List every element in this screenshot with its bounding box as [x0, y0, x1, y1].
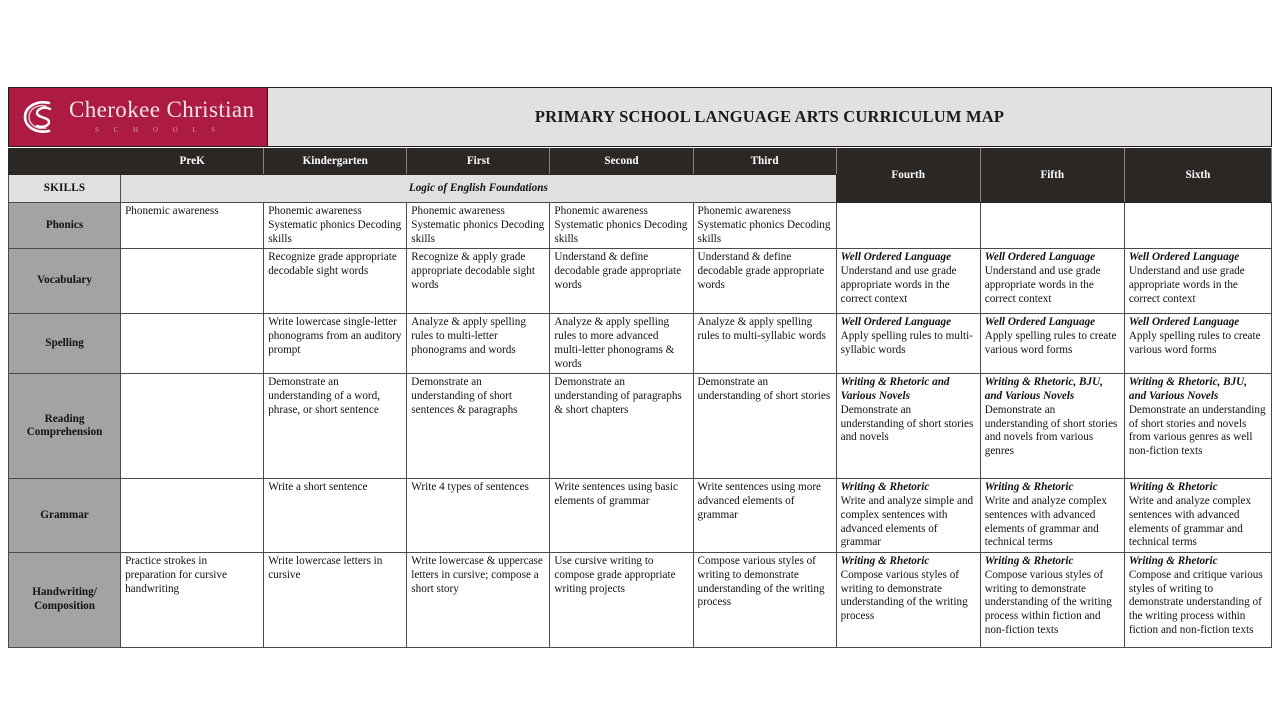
curriculum-program-name: Writing & Rhetoric: [1128, 481, 1218, 494]
curriculum-objective-text: Analyze & apply spelling rules to more advanced multi-letter phonograms & words: [554, 316, 675, 370]
grade-header-fifth: Fifth: [980, 149, 1124, 203]
curriculum-objective-text: Demonstrate an understanding of short stories: [697, 376, 831, 403]
grade-header-prek: PreK: [121, 149, 264, 175]
curriculum-cell: [407, 203, 550, 249]
table-row: [9, 553, 1272, 648]
curriculum-cell: [693, 553, 836, 648]
school-logo-text: [69, 98, 254, 135]
curriculum-objective-text: Write lowercase & uppercase letters in cursive; compose a short story: [411, 555, 543, 595]
curriculum-objective-text: Phonemic awareness Systematic phonics Decoding skills: [411, 205, 545, 245]
curriculum-table-body: [9, 203, 1272, 648]
curriculum-cell: [1124, 314, 1271, 374]
grade-header-row: [9, 149, 1272, 175]
curriculum-map-document: [8, 87, 1272, 648]
skills-column-header: SKILLS: [9, 175, 121, 203]
curriculum-objective-text: Demonstrate an understanding of paragraphs & short chapters: [554, 376, 682, 416]
curriculum-objective-text: Understand and use grade appropriate words in the correct context: [984, 265, 1101, 305]
curriculum-objective-text: Compose various styles of writing to demonstrate understanding of the writing process: [697, 555, 825, 609]
header-corner-cell: [9, 149, 121, 175]
curriculum-cell: [836, 314, 980, 374]
curriculum-objective-text: Write sentences using basic elements of grammar: [554, 481, 678, 508]
curriculum-objective-text: Compose various styles of writing to demonstrate understanding of the writing process within fiction and non-fiction texts: [984, 568, 1112, 637]
curriculum-program-name: Writing & Rhetoric, BJU, and Various Novels: [984, 376, 1103, 403]
curriculum-program-name: Writing & Rhetoric, BJU, and Various Novels: [1128, 376, 1248, 403]
grade-header-fourth: Fourth: [836, 149, 980, 203]
curriculum-objective-text: Write lowercase letters in cursive: [268, 555, 383, 581]
document-banner: [8, 87, 1272, 147]
curriculum-cell: [407, 374, 550, 479]
curriculum-cell: [980, 553, 1124, 648]
school-logo: [9, 88, 267, 146]
curriculum-objective-text: Understand and use grade appropriate words in the correct context: [840, 265, 957, 305]
curriculum-program-name: Writing & Rhetoric: [840, 481, 930, 494]
curriculum-program-name: Writing & Rhetoric: [984, 555, 1074, 568]
curriculum-cell: [550, 479, 693, 553]
curriculum-cell: [121, 479, 264, 553]
curriculum-cell: [693, 374, 836, 479]
curriculum-objective-text: Write and analyze simple and complex sentences with advanced elements of grammar: [840, 495, 974, 549]
curriculum-program-name: Well Ordered Language: [984, 316, 1096, 329]
curriculum-cell: [980, 314, 1124, 374]
curriculum-cell: [264, 203, 407, 249]
curriculum-program-name: Well Ordered Language: [840, 251, 952, 264]
curriculum-objective-text: Apply spelling rules to create various word forms: [984, 330, 1117, 356]
curriculum-objective-text: Demonstrate an understanding of a word, phrase, or short sentence: [268, 376, 381, 416]
curriculum-cell: [121, 374, 264, 479]
curriculum-cell: [121, 314, 264, 374]
curriculum-objective-text: Write a short sentence: [268, 481, 368, 494]
curriculum-cell: [407, 479, 550, 553]
curriculum-cell: [836, 553, 980, 648]
curriculum-table: [8, 148, 1272, 648]
curriculum-objective-text: Demonstrate an understanding of short sentences & paragraphs: [411, 376, 518, 416]
curriculum-cell: [407, 249, 550, 314]
curriculum-objective-text: Write 4 types of sentences: [411, 481, 529, 494]
curriculum-objective-text: Write sentences using more advanced elements of grammar: [697, 481, 822, 521]
curriculum-program-name: Well Ordered Language: [840, 316, 952, 329]
curriculum-cell: [264, 314, 407, 374]
page-title: PRIMARY SCHOOL LANGUAGE ARTS CURRICULUM MAP: [534, 107, 1005, 126]
curriculum-objective-text: Practice strokes in preparation for cursive handwriting: [125, 555, 227, 595]
skill-row-label: Phonics: [9, 203, 121, 249]
curriculum-cell: [264, 249, 407, 314]
curriculum-objective-text: Write lowercase single-letter phonograms from an auditory prompt: [268, 316, 402, 356]
table-row: [9, 314, 1272, 374]
curriculum-cell: [264, 374, 407, 479]
grade-header-first: First: [407, 149, 550, 175]
curriculum-cell: [836, 374, 980, 479]
grade-header-third: Third: [693, 149, 836, 175]
curriculum-cell: [550, 203, 693, 249]
curriculum-objective-text: Recognize grade appropriate decodable sight words: [268, 251, 397, 278]
curriculum-objective-text: Phonemic awareness: [125, 205, 219, 217]
curriculum-objective-text: Understand & define decodable grade appropriate words: [554, 251, 682, 291]
skill-row-label: Spelling: [9, 314, 121, 374]
curriculum-cell: [836, 249, 980, 314]
curriculum-program-name: Writing & Rhetoric: [840, 555, 930, 568]
curriculum-cell: [407, 553, 550, 648]
table-row: [9, 249, 1272, 314]
curriculum-cell: [264, 479, 407, 553]
curriculum-cell: [1124, 249, 1271, 314]
curriculum-program-name: Well Ordered Language: [1128, 316, 1240, 329]
curriculum-cell: [693, 203, 836, 249]
grade-header-kindergarten: Kindergarten: [264, 149, 407, 175]
curriculum-objective-text: Apply spelling rules to create various word forms: [1128, 330, 1261, 356]
curriculum-cell: [980, 249, 1124, 314]
curriculum-cell: [550, 374, 693, 479]
curriculum-objective-text: Understand and use grade appropriate words in the correct context: [1128, 265, 1245, 305]
curriculum-cell: [980, 203, 1124, 249]
curriculum-cell: [693, 249, 836, 314]
curriculum-program-name: Writing & Rhetoric and Various Novels: [840, 376, 950, 403]
skill-row-label: Reading Comprehension: [9, 374, 121, 479]
skill-row-label: Vocabulary: [9, 249, 121, 314]
curriculum-program-name: Writing & Rhetoric: [984, 481, 1074, 494]
curriculum-program-name: Well Ordered Language: [984, 251, 1096, 264]
curriculum-objective-text: Use cursive writing to compose grade appropriate writing projects: [554, 555, 676, 595]
curriculum-cell: [121, 249, 264, 314]
skill-row-label: Handwriting/ Composition: [9, 553, 121, 648]
curriculum-objective-text: Demonstrate an understanding of short stories and novels: [840, 403, 974, 444]
curriculum-cell: [1124, 374, 1271, 479]
curriculum-cell: [836, 479, 980, 553]
table-row: [9, 203, 1272, 249]
grade-header-sixth: Sixth: [1124, 149, 1271, 203]
curriculum-objective-text: Apply spelling rules to multi-syllabic words: [840, 330, 974, 356]
curriculum-objective-text: Phonemic awareness Systematic phonics Decoding skills: [697, 205, 831, 245]
curriculum-program-name: Writing & Rhetoric: [1128, 555, 1218, 568]
curriculum-cell: [1124, 479, 1271, 553]
school-subtitle: S C H O O L S: [95, 125, 222, 134]
curriculum-objective-text: Write and analyze complex sentences with advanced elements of grammar and technical terms: [984, 495, 1107, 549]
curriculum-cell: [980, 374, 1124, 479]
curriculum-cell: [264, 553, 407, 648]
curriculum-cell: [407, 314, 550, 374]
table-row: [9, 374, 1272, 479]
curriculum-objective-text: Demonstrate an understanding of short stories and novels from various genres as well non-fiction texts: [1128, 403, 1266, 458]
curriculum-cell: [1124, 553, 1271, 648]
curriculum-cell: [693, 479, 836, 553]
curriculum-cell: [550, 314, 693, 374]
curriculum-objective-text: Compose various styles of writing to demonstrate understanding of the writing process: [840, 568, 968, 623]
curriculum-cell: [550, 553, 693, 648]
skill-row-label: Grammar: [9, 479, 121, 553]
curriculum-cell: [121, 203, 264, 249]
curriculum-cell: [1124, 203, 1271, 249]
document-title-cell: [267, 88, 1271, 146]
curriculum-objective-text: Understand & define decodable grade appropriate words: [697, 251, 825, 291]
curriculum-cell: [980, 479, 1124, 553]
curriculum-objective-text: Analyze & apply spelling rules to multi-syllabic words: [697, 316, 826, 343]
curriculum-program-name: Well Ordered Language: [1128, 251, 1240, 264]
foundations-program-label: Logic of English Foundations: [121, 175, 837, 203]
curriculum-cell: [836, 203, 980, 249]
curriculum-objective-text: Phonemic awareness Systematic phonics Decoding skills: [554, 205, 688, 245]
curriculum-objective-text: Write and analyze complex sentences with advanced elements of grammar and technical terms: [1128, 495, 1252, 549]
table-row: [9, 479, 1272, 553]
school-name: Cherokee Christian: [69, 97, 255, 123]
grade-header-second: Second: [550, 149, 693, 175]
curriculum-objective-text: Compose and critique various styles of writing to demonstrate understanding of the writing process within fiction and non-fiction texts: [1128, 568, 1263, 637]
curriculum-cell: [121, 553, 264, 648]
ccs-monogram-icon: [19, 96, 61, 138]
curriculum-cell: [693, 314, 836, 374]
curriculum-objective-text: Demonstrate an understanding of short stories and novels from various genres: [984, 403, 1118, 458]
curriculum-cell: [550, 249, 693, 314]
curriculum-objective-text: Recognize & apply grade appropriate decodable sight words: [411, 251, 535, 291]
curriculum-objective-text: Phonemic awareness Systematic phonics Decoding skills: [268, 205, 402, 245]
curriculum-objective-text: Analyze & apply spelling rules to multi-letter phonograms and words: [411, 316, 526, 356]
